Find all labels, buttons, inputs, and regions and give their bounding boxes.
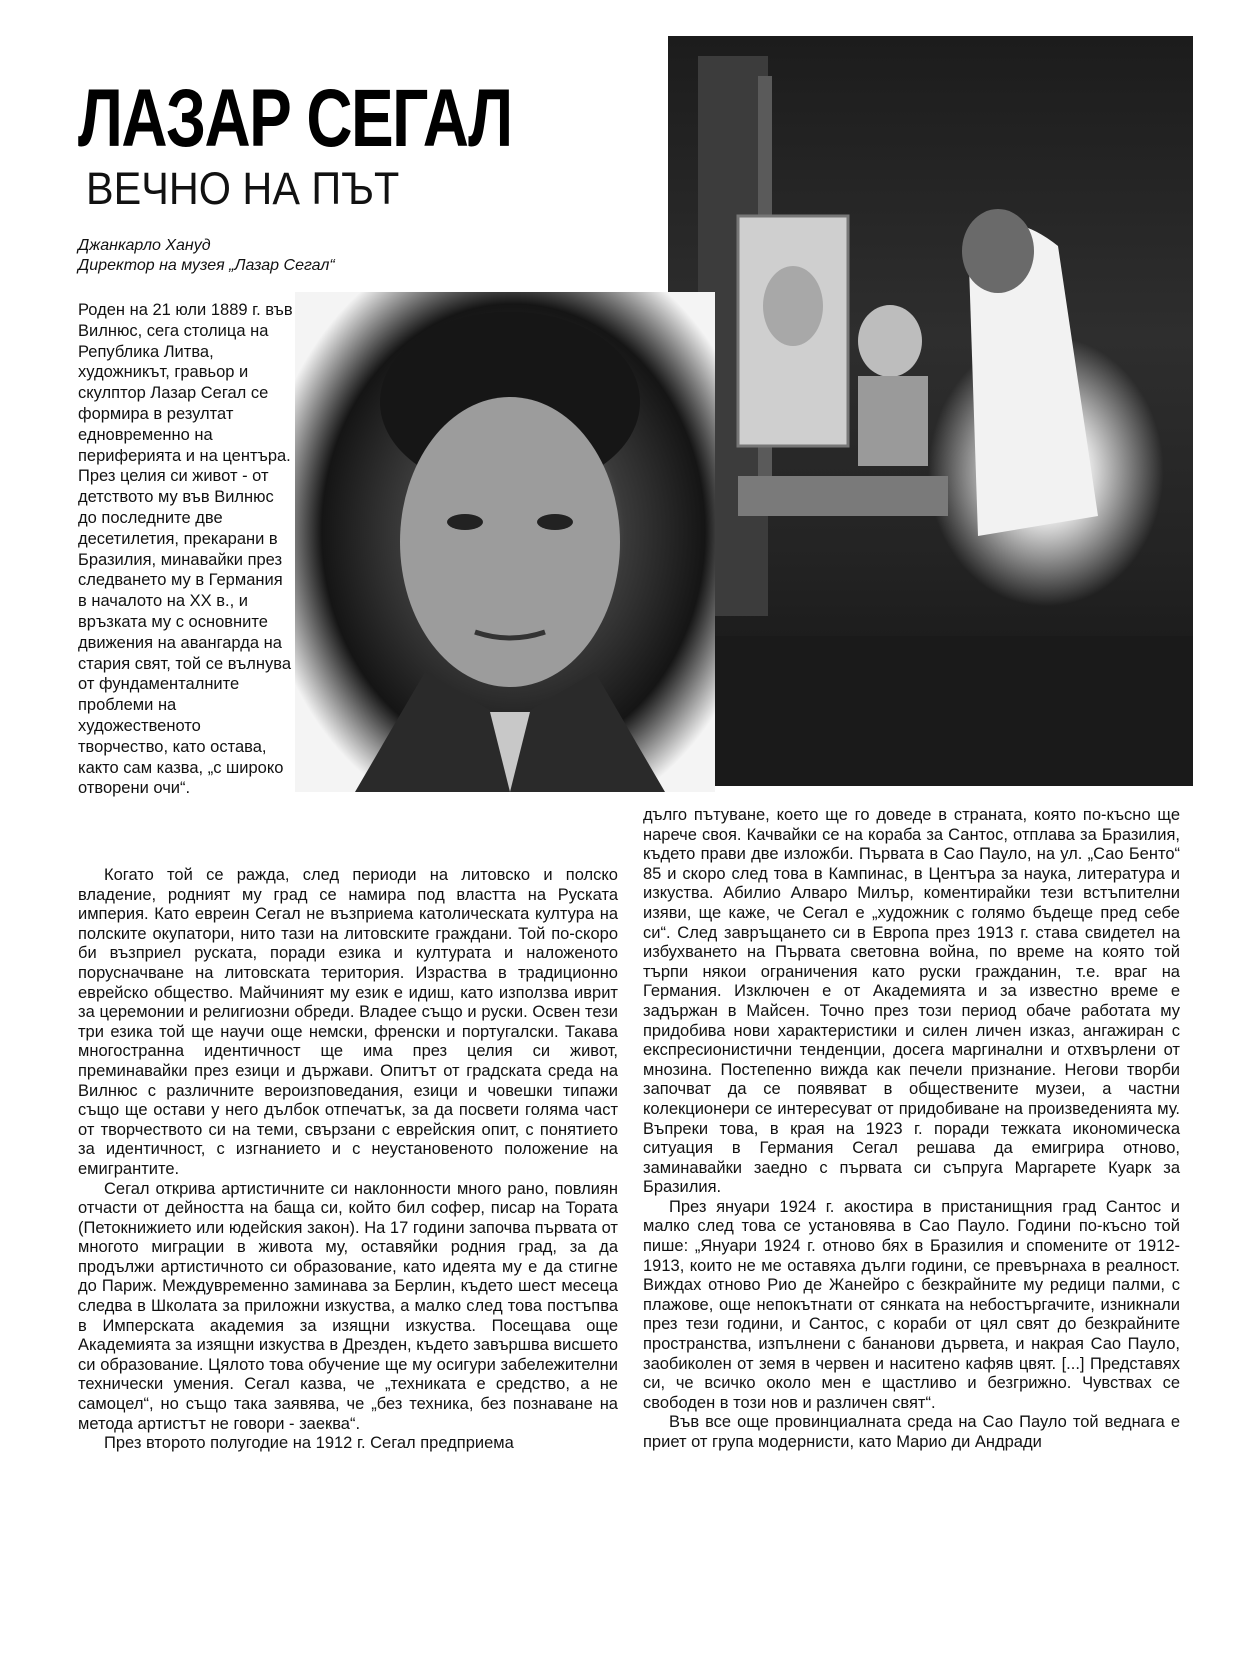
paragraph: През януари 1924 г. акостира в пристанищния град Сантос и малко след това се установява в Сао Пауло. Години по-късно той пише: „Януари 1924 г. отново бях в Бразилия и спомените от 1912-1913, които не ме оставяха дълги години, се превърнаха в реалност. Виждах отново Рио де Жанейро с безкрайните му редици палми, с плажове, още непокътнати от сянката на небостъргачите, изникнали през тези години, и Сантос, с кораби от цял свят до безкрайните пространства, изпълнени с бананови дървета, и накрая Сао Пауло, заобиколен от земя в червен и наситено кафяв цвят. [...] Представях си, че всичко около мен е щастливо и безгрижно. Чувствах се свободен в този нов и различен свят“. xyxy=(643,1197,1180,1412)
studio-photo-graphic xyxy=(668,36,1193,786)
paragraph: дълго пътуване, което ще го доведе в страната, която по-късно ще нарече своя. Качвайки се на кораба за Сантос, отплава за Бразилия, където прави две изложби. Първата в Сао Пауло, на ул. „Сао Бенто“ 85 и скоро след това в Кампинас, в Центъра за наука, литература и изкуства. Абилио Алваро Милър, коментирайки тези встъпителни изяви, ще каже, че Сегал е „художник с голямо бъдеще пред себе си“. След завръщането си в Европа през 1913 г. става свидетел на избухването на Първата световна война, по време на която той търпи някои ограничения като руски гражданин, т.е. враг на Германия. Изключен е от Академията и за известно време е задържан в Майсен. Точно през този период обаче работата му придобива нови характеристики и силен личен изказ, ангажиран с експресионистични тенденции, досега маргинални и отхвърлени от мнозина. Постепенно вижда как печели признание. Негови творби започват да се появяват в обществените музеи, а частни колекционери се интересуват от придобиване на произведенията му. Въпреки това, в края на 1923 г. поради тежката икономическа ситуация в Германия Сегал решава да емигрира отново, заминавайки заедно с първата си съпруга Маргарете Куарк за Бразилия. xyxy=(643,806,1180,1197)
portrait-photo xyxy=(295,292,715,792)
author-role: Директор на музея „Лазар Сегал“ xyxy=(78,257,335,274)
intro-text: Роден на 21 юли 1889 г. във Вилнюс, сега столица на Република Литва, художникът, гравьор и скулптор Лазар Сегал се формира в резултат едновременно на периферията и на центъра. През целия си живот - от детството му във Вилнюс до последните две десетилетия, прекарани в Бразилия, минавайки през следването му в Германия в началото на ХХ в., и връзката му с основните движения на авангарда на стария свят, той се вълнува от фундаменталните проблеми на художественото творчество, като остава, както сам казва, „с широко отворени очи“. xyxy=(78,301,293,798)
paragraph: Когато той се ражда, след периоди на литовско и полско владение, родният му град се намира под властта на Руската империя. Като евреин Сегал не възприема католическата култура на полските окупатори, нито тази на литовските граждани. Той по-скоро би възприел руската, поради езика и културата и наложеното порусначване на литовската територия. Израства в традиционно еврейско общество. Майчиният му език е идиш, като използва иврит за церемонии и религиозни обреди. Владее също и руски. Освен тези три езика той ще научи още немски, френски и португалски. Такава многостранна идентичност ще има през целия си живот, преминавайки през езици и държави. Опитът от градската среда на Вилнюс с различните вероизповедания, езици и човешки типажи също ще остави у него дълбок отпечатък, за да посвети голяма част от творчеството си на теми, свързани с еврейския опит, с понятието за идентичност, с изгнанието и с неустановеното положение на емигрантите. xyxy=(78,866,618,1178)
author-name: Джанкарло Хануд xyxy=(78,237,211,254)
paragraph: През второто полугодие на 1912 г. Сегал предприема xyxy=(104,1434,514,1453)
portrait-photo-graphic xyxy=(295,292,715,792)
body-column-left xyxy=(78,866,618,1454)
body-column-right xyxy=(643,806,1180,1453)
paragraph: Сегал открива артистичните си наклонности много рано, повлиян отчасти от дейността на баща си, който бил софер, писар на Тората (Петокнижието или юдейския закон). На 17 години започва първата от многото миграции в живота му, оставяйки родния град, за да продължи артистичното си образование, като идеята му е да стигне до Париж. Междувременно заминава за Берлин, където шест месеца следва в Школата за приложни изкуства, а малко след това постъпва в Имперската академия за изящни изкуства. Посещава още Академията за изящни изкуства в Дрезден, където завършва висшето си образование. Цялото това обучение ще му осигури забележителни технически умения. Сегал казва, че „техниката е средство, а не самоцел“, но също така заявява, че „без техника, без познаване на метода артистът не говори - заеква“. xyxy=(78,1179,618,1433)
article-title: ЛАЗАР СЕГАЛ xyxy=(78,73,512,164)
article-subtitle: ВЕЧНО НА ПЪТ xyxy=(86,163,400,214)
byline xyxy=(78,236,498,276)
studio-photo xyxy=(668,36,1193,786)
paragraph: Във все още провинциалната среда на Сао Пауло той веднага е приет от група модернисти, като Марио ди Андради xyxy=(643,1413,1180,1451)
